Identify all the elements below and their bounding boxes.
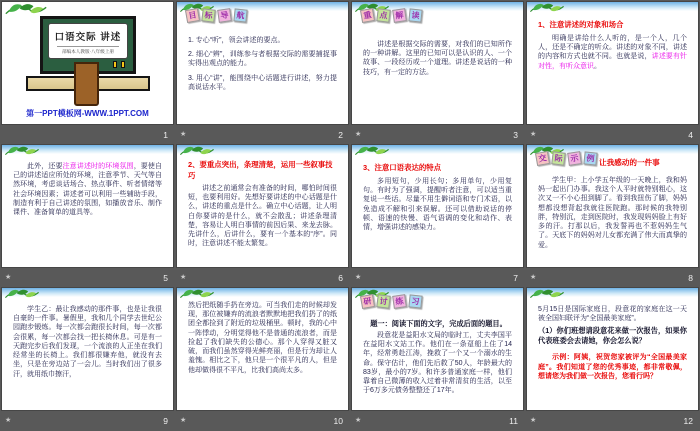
slide-thumbnail-9[interactable] <box>2 288 173 410</box>
slide-caption-row <box>527 410 698 431</box>
slide-number: 12 <box>683 415 693 426</box>
slide-number: 10 <box>333 415 343 426</box>
header-tile: 重 <box>360 8 375 23</box>
transition-star-icon: ★ <box>5 274 12 281</box>
slide-thumbnail-2[interactable] <box>177 2 348 124</box>
objective-item: 2. 细心“辨”，训练参与者根据交际的需要捕捉事实得出观点的能力。 <box>188 51 337 68</box>
header-tile: 例 <box>583 151 597 165</box>
header-tile: 标 <box>201 8 215 22</box>
slide-thumbnail-10[interactable] <box>177 288 348 410</box>
slide-cell-6 <box>177 145 348 288</box>
school-bag-icon <box>74 62 99 106</box>
header-tile: 导 <box>217 8 232 23</box>
transition-star-icon: ★ <box>355 131 362 138</box>
site-link: 第一PPT模板网-WWW.1PPT.COM <box>26 109 149 118</box>
slide-number: 6 <box>338 272 343 283</box>
title-card <box>48 23 128 59</box>
slide-heading: 3、注意口语表达的特点 <box>363 163 442 172</box>
slide-body-text: 讲述之前通常会有准备的时间，哪怕时间很短，也要利用好。先想好要讲述的中心话题是什么，讲述的重点是什么。确立中心话题，让人明白你要讲的是什么，就不会散乱；讲述条理清楚，容易让人明白事情的前因后果、来龙去脉。先讲什么，后讲什么，要有一个基本的“序”。同时，注意讲述不能太繁复。 <box>188 185 337 248</box>
section-header-tiles <box>361 295 422 308</box>
slide-caption-row <box>2 124 173 145</box>
slide-cell-11 <box>352 288 523 431</box>
slide-number: 4 <box>688 129 693 140</box>
chalk-icon <box>113 61 117 68</box>
slide-thumbnail-4[interactable] <box>527 2 698 124</box>
slide-cell-9 <box>2 288 173 431</box>
header-tile: 研 <box>360 294 375 309</box>
slide-number: 1 <box>163 129 168 140</box>
slide-heading: 1、注意讲述的对象和场合 <box>538 20 624 29</box>
slide-number: 11 <box>509 415 518 426</box>
objective-item: 1. 专心“听”，领会讲述的要点。 <box>188 37 285 44</box>
presentation-subtitle: 部编本人教版·八年级上册 <box>61 49 115 54</box>
section-header-tiles <box>186 9 247 22</box>
slide-thumbnail-3[interactable] <box>352 2 523 124</box>
slide-body-text: 讲述是根据交际的需要，对我们的已知所作的一种讲解。这里的已知可以是认识的人、一个故事、一段经历或一个道理。讲述是说话的一种技巧，有一定的方法。 <box>363 41 512 76</box>
section-header-tiles <box>361 9 422 22</box>
slide-number: 7 <box>513 272 518 283</box>
example-title: 让我感动的一件事 <box>599 158 660 167</box>
objective-item: 3. 用心“讲”，能围绕中心话题进行讲述，努力提高说话水平。 <box>188 74 337 91</box>
header-tile: 目 <box>185 8 200 23</box>
slide-thumbnail-1[interactable] <box>2 2 173 124</box>
header-tile: 点 <box>376 8 390 22</box>
slide-body-text: 明确是讲给什么人听的，是一个人，几个人，还是不确定的听众。讲述的对象不同，讲述的内容和方式也就不同。也就是说，讲述要有针对性，有听众意识。 <box>538 35 688 70</box>
slide-thumbnail-11[interactable] <box>352 288 523 410</box>
header-tile: 示 <box>567 151 582 166</box>
slide-caption-row <box>2 267 173 288</box>
header-tile: 交 <box>535 151 550 166</box>
slide-cell-7 <box>352 145 523 288</box>
slide-number: 3 <box>513 129 518 140</box>
slide-number: 8 <box>688 272 693 283</box>
answer-example-text: 示例：阿姨，祝贺您家被评为“全国最美家庭”。我们知道了您的优秀事迹，都非常敬佩，想请您为我们做一次报告，您看行吗？ <box>538 354 687 380</box>
header-tile: 习 <box>408 294 422 308</box>
slide-caption-row <box>352 124 523 145</box>
slide-body-text: 学生甲：上小学五年级的一天晚上，我和妈妈一起出门办事。我这个人平时就特别粗心，这次又一不小心扭到脚了。看到我扭伤了脚，妈妈想都没想背起我就往医院跑。那时候的我特别胖，特别沉，走到医院时，我发现妈妈脸上有好多的汗。打那以后，我发誓再也不惹妈妈生气了。天底下的妈妈对儿女都充满了伟大而真挚的爱。 <box>538 177 687 249</box>
slide-body-text: 学生乙：最让我感动的那件事，也是让我很自豪的一件事。暑假里，我和几个同学去世纪公园跑步锻炼。每一次都会跑很长时间，每一次都会很累，每一次都会找一把长椅休息。可是有一天跑完步后我们发现，一个流浪的人正坐在我们经常坐的长椅上。我们都很嫌弃他，就没有去坐，只是在旁边站了一会儿。当时我们出了很多汗，就用纸巾擦汗， <box>13 306 162 378</box>
slide-cell-5 <box>2 145 173 288</box>
vine-leaves-icon <box>354 145 390 159</box>
slide-caption-row <box>352 410 523 431</box>
vine-leaves-icon <box>4 2 48 19</box>
header-tile: 航 <box>233 8 247 22</box>
slide-thumbnail-5[interactable] <box>2 145 173 267</box>
slide-thumbnail-7[interactable] <box>352 145 523 267</box>
slide-caption-row <box>527 267 698 288</box>
exercise-title: 题一：阅读下面的文字，完成后面的题目。 <box>370 319 507 328</box>
vine-leaves-icon <box>179 145 215 159</box>
slide-caption-row <box>527 124 698 145</box>
vine-leaves-icon <box>529 288 565 302</box>
slide-caption-row <box>177 124 348 145</box>
slide-thumbnail-8[interactable] <box>527 145 698 267</box>
slide-body-text: 然后把纸随手扔在旁边。可当我们走的时候却发现，那位被嫌弃的流浪者默默地把我们扔了的纸团全都捡到了附近的垃圾桶里。顿时，我的心中一阵悸动，分明觉得他不是普通的流浪者，而是捡起了我们缺失的公德心。那个人穿得又脏又破，而我们虽然穿得光鲜亮丽，但是行为却让人羞愧。相比之下，他只是一个很平凡的人，但是他却做得很不平凡，比我们高尚太多。 <box>188 302 337 374</box>
highlighted-text: 注意讲述时的环境氛围 <box>62 163 134 170</box>
transition-star-icon: ★ <box>355 417 362 424</box>
slide-thumbnail-12[interactable] <box>527 288 698 410</box>
slide-cell-8 <box>527 145 698 288</box>
slide-body-text: 多用短句，少用长句；多用单句，少用复句。有时为了强调，提醒听者注意，可以适当重复说一些话。尽量不用生僻词语和专门术语，以免造成不解和引来误解。还可以借助说话的停顿、语速的快慢、语气语调的变化和动作、表情，增强讲述的感染力。 <box>363 178 512 232</box>
question-text: （1）你们班想请段意花来做一次报告，如果你代表班委会去请她，你会怎么说？ <box>538 326 687 345</box>
slide-cell-1 <box>2 2 173 145</box>
transition-star-icon: ★ <box>180 274 187 281</box>
slide-cell-2 <box>177 2 348 145</box>
transition-star-icon: ★ <box>5 417 12 424</box>
header-tile: 练 <box>392 294 407 309</box>
presentation-title: 口语交际 讲述 <box>54 32 122 43</box>
highlighted-text: 讲述要有针对性，有听众意识 <box>538 53 688 70</box>
slide-body-text: 段意花是益阳水文局的临时工，丈夫李国平在益阳水文站工作。他们在一条趸船上住了14年，经常勇赴江涛，挽救了一个又一个溺水的生命。保守估计，他们先后救了50人，年龄最大的83岁，最小的7岁。和许多普通家庭一样，他们靠着自己微薄的收入过着非常清贫的生活，以至于6万多元债务整整还了17年。 <box>363 332 512 395</box>
slide-cell-12 <box>527 288 698 431</box>
slide-caption-row <box>2 410 173 431</box>
vine-leaves-icon <box>179 288 215 302</box>
slide-number: 9 <box>163 415 168 426</box>
transition-star-icon: ★ <box>355 274 362 281</box>
section-header-tiles <box>536 152 597 165</box>
transition-star-icon: ★ <box>530 274 537 281</box>
slide-body-text: 此外，还要注意讲述时的环境氛围，要使自己的讲述适应所处的环境，注意季节、天气等自然环境，考虑谈话场合、热点事件、听者情绪等社会环境因素；讲述者可以利用一些辅助手段，制造有利于自己讲述的氛围，如播放音乐、制作课件、准备简单的道具等。 <box>13 163 163 217</box>
slide-cell-4 <box>527 2 698 145</box>
slide-cell-3 <box>352 2 523 145</box>
vine-leaves-icon <box>4 145 40 159</box>
slide-thumbnail-6[interactable] <box>177 145 348 267</box>
header-tile: 解 <box>392 8 407 23</box>
transition-star-icon: ★ <box>530 417 537 424</box>
slide-body-text: 5月15日是国际家庭日，段意花的家庭在这一天被全国妇联评为“全国最美家庭”。 <box>538 306 687 323</box>
slide-number: 2 <box>338 129 343 140</box>
header-tile: 讨 <box>376 294 390 308</box>
title-divider <box>57 46 119 47</box>
slide-number: 5 <box>163 272 168 283</box>
slide-cell-10 <box>177 288 348 431</box>
vine-leaves-icon <box>529 2 565 16</box>
slide-heading: 2、要重点突出，条理清楚，运用一些叙事技巧 <box>188 160 333 180</box>
transition-star-icon: ★ <box>530 131 537 138</box>
slide-caption-row <box>177 267 348 288</box>
transition-star-icon: ★ <box>180 131 187 138</box>
transition-star-icon: ★ <box>180 417 187 424</box>
chalk-icon <box>121 61 125 68</box>
vine-leaves-icon <box>4 288 40 302</box>
slide-caption-row <box>177 410 348 431</box>
header-tile: 读 <box>408 8 422 22</box>
header-tile: 际 <box>551 151 565 165</box>
slide-caption-row <box>352 267 523 288</box>
